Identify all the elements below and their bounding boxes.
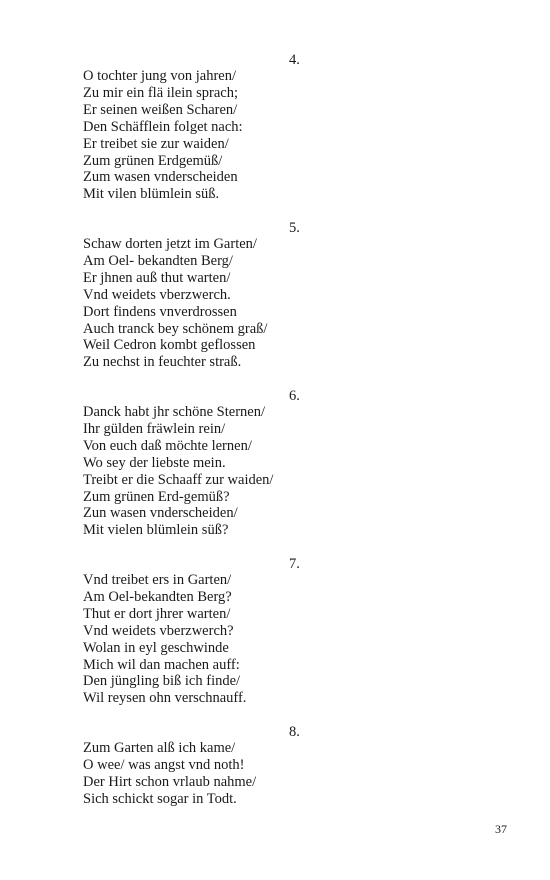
stanza-number: 7. <box>289 556 300 572</box>
stanza-number: 6. <box>289 388 300 404</box>
verse-line: Von euch daß möchte lernen/ <box>83 437 252 454</box>
verse-line: Er seinen weißen Scharen/ <box>83 101 238 118</box>
verse-line: Vnd weidets vberzwerch. <box>83 286 231 303</box>
verse-line: Auch tranck bey schönem graß/ <box>83 320 268 337</box>
verse-line: Zu nechst in feuchter straß. <box>83 354 242 371</box>
verse-line: Weil Cedron kombt geflossen <box>83 337 256 354</box>
verse-line: Thut er dort jhrer warten/ <box>83 605 231 622</box>
verse-line: Mit vielen blümlein süß? <box>83 522 229 539</box>
verse-line: Mich wil dan machen auff: <box>83 656 240 673</box>
stanza-number: 5. <box>289 220 300 236</box>
stanza-lines <box>83 404 273 539</box>
verse-line: Zum Garten alß ich kame/ <box>83 740 236 756</box>
page-number: 37 <box>495 822 507 836</box>
verse-line: Danck habt jhr schöne Sternen/ <box>83 404 266 420</box>
verse-line: Zu mir ein flä ilein sprach; <box>83 84 239 101</box>
stanza-number: 4. <box>289 52 300 68</box>
stanza-lines <box>83 740 256 808</box>
stanza-number: 8. <box>289 724 300 740</box>
verse-line: Dort findens vnverdrossen <box>83 303 237 320</box>
verse-line: Den Schäfflein folget nach: <box>83 118 243 135</box>
verse-line: Wolan in eyl geschwinde <box>83 639 229 656</box>
verse-line: Zum wasen vnderscheiden <box>83 169 238 186</box>
stanza-lines <box>83 236 267 371</box>
verse-line: Ihr gülden fräwlein rein/ <box>83 420 226 437</box>
verse-line: Wil reysen ohn verschnauff. <box>83 690 247 707</box>
verse-line: Mit vilen blümlein süß. <box>83 186 220 203</box>
verse-line: Wo sey der liebste mein. <box>83 454 226 471</box>
verse-line: Zum grünen Erdgemüß/ <box>83 152 223 169</box>
verse-line: Vnd weidets vberzwerch? <box>83 622 234 639</box>
verse-line: O wee/ was angst vnd noth! <box>83 756 245 773</box>
verse-line: Er treibet sie zur waiden/ <box>83 135 229 152</box>
verse-line: Sich schickt sogar in Todt. <box>83 790 237 807</box>
stanza-lines <box>83 68 243 203</box>
stanza-lines <box>83 572 246 707</box>
verse-line: Vnd treibet ers in Garten/ <box>83 572 232 588</box>
verse-line: O tochter jung von jahren/ <box>83 68 237 84</box>
verse-line: Der Hirt schon vrlaub nahme/ <box>83 773 257 790</box>
verse-line: Treibt er die Schaaff zur waiden/ <box>83 471 274 488</box>
verse-line: Am Oel-bekandten Berg? <box>83 588 232 605</box>
verse-line: Er jhnen auß thut warten/ <box>83 269 231 286</box>
verse-line: Am Oel- bekandten Berg/ <box>83 252 233 269</box>
verse-line: Zum grünen Erd-gemüß? <box>83 488 230 505</box>
verse-line: Zun wasen vnderscheiden/ <box>83 505 238 522</box>
verse-line: Den jüngling biß ich finde/ <box>83 673 241 690</box>
verse-line: Schaw dorten jetzt im Garten/ <box>83 236 257 252</box>
